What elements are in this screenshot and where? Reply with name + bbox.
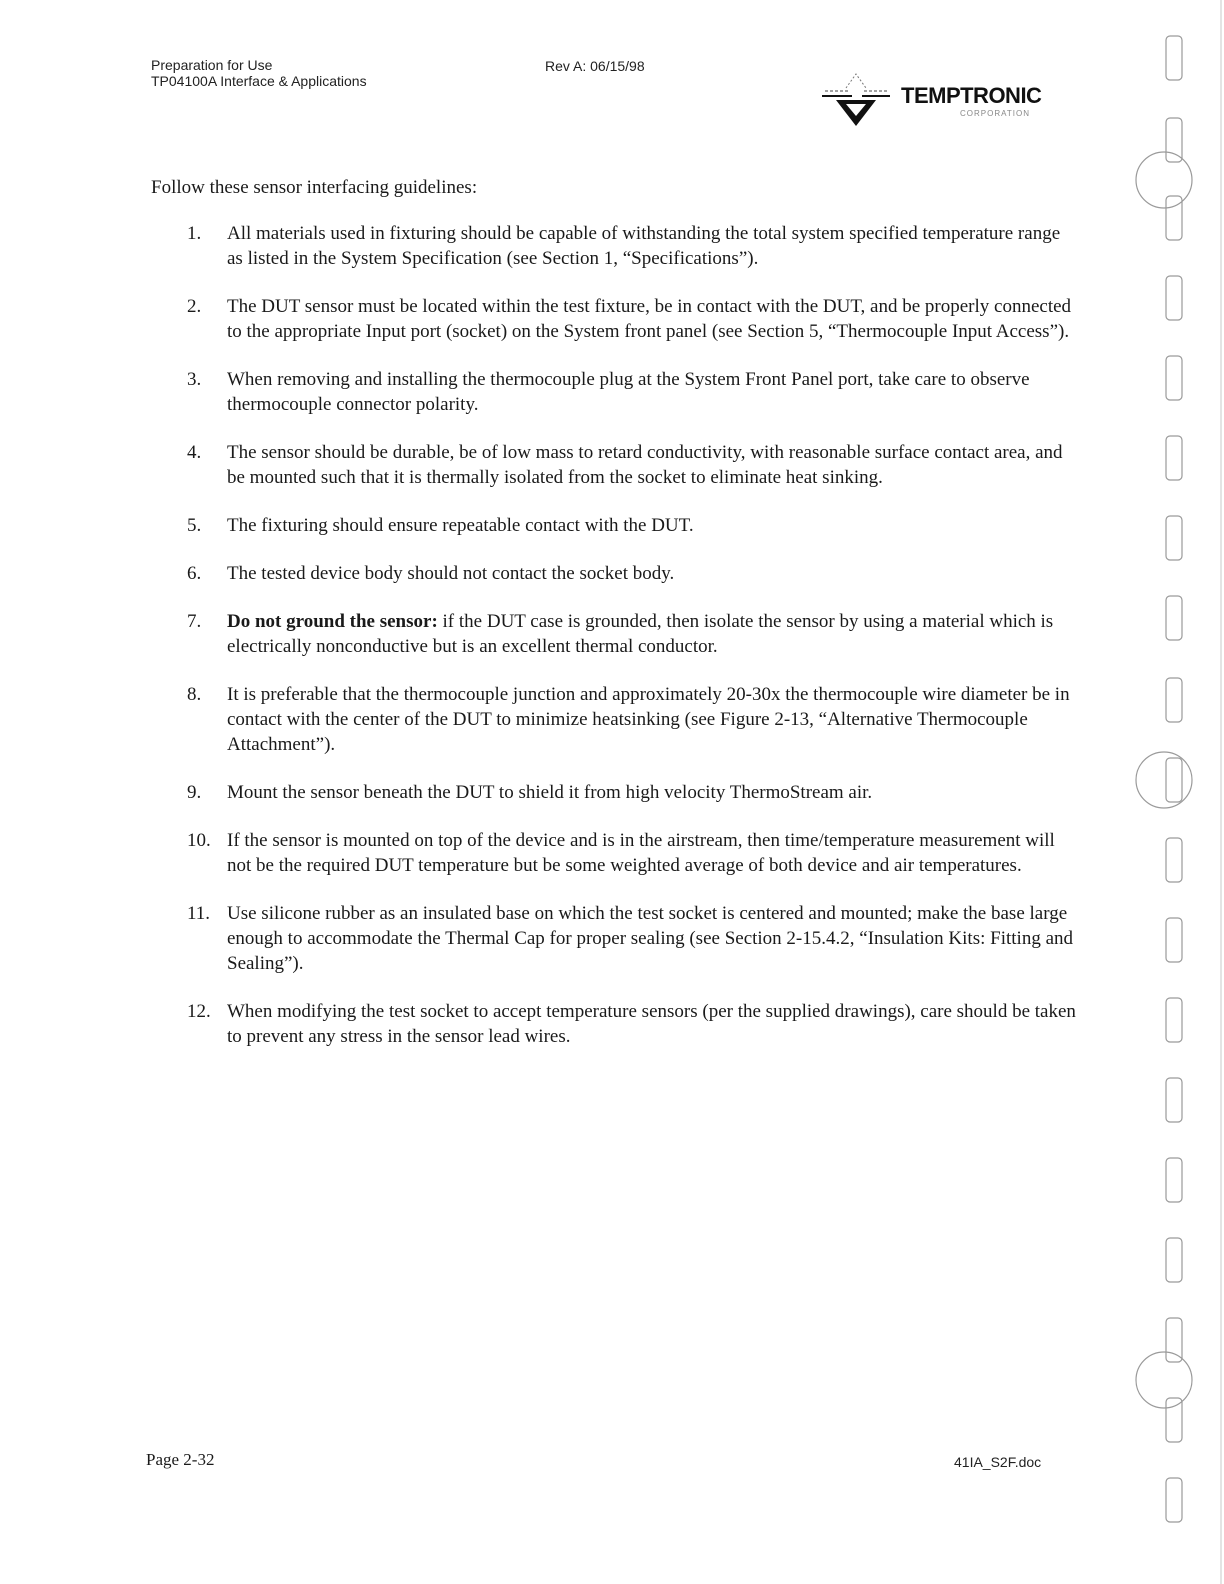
guideline-number: 1.	[187, 223, 202, 244]
guideline-text: Mount the sensor beneath the DUT to shield it from high velocity ThermoStream air.	[227, 782, 873, 803]
running-header	[151, 57, 367, 89]
guideline-text: The sensor should be durable, be of low mass to retard conductivity, with reasonable surface contact area, and be mounted such that it is thermally isolated from the socket to eliminate heat sinking.	[227, 442, 1063, 488]
logo-subtitle: CORPORATION	[960, 109, 1030, 118]
guideline-item	[187, 901, 1077, 976]
guideline-text: When modifying the test socket to accept temperature sensors (per the supplied drawings), care should be taken to prevent any stress in the sensor lead wires.	[227, 1001, 1076, 1047]
guideline-item	[187, 561, 1077, 586]
logo-name: TEMPTRONIC	[901, 83, 1042, 108]
guideline-text: The DUT sensor must be located within the test fixture, be in contact with the DUT, and be properly connected to the appropriate Input port (socket) on the System front panel (see Section 5, “Thermocouple Input Access”).	[227, 296, 1072, 342]
guideline-item	[187, 367, 1077, 417]
guideline-number: 4.	[187, 442, 202, 463]
guideline-number: 12.	[187, 1001, 211, 1022]
guideline-number: 8.	[187, 684, 202, 705]
guideline-emphasis: Do not ground the sensor:	[227, 611, 438, 632]
binder-holes-decoration	[1120, 0, 1224, 1584]
guideline-text: When removing and installing the thermocouple plug at the System Front Panel port, take care to observe thermocouple connector polarity.	[227, 369, 1030, 415]
guideline-item	[187, 780, 1077, 805]
guideline-number: 10.	[187, 830, 211, 851]
guideline-number: 5.	[187, 515, 202, 536]
guideline-text-group	[227, 609, 1077, 659]
guideline-text: The fixturing should ensure repeatable contact with the DUT.	[227, 515, 694, 536]
guideline-text: All materials used in fixturing should be capable of withstanding the total system specified temperature range as listed in the System Specification (see Section 1, “Specifications”).	[227, 223, 1061, 269]
guideline-number: 9.	[187, 782, 202, 803]
guideline-item	[187, 440, 1077, 490]
guideline-number: 7.	[187, 611, 202, 632]
guideline-text: It is preferable that the thermocouple junction and approximately 20-30x the thermocouple wire diameter be in contact with the center of the DUT to minimize heatsinking (see Figure 2-13, “Alternative Thermocouple Attachment”).	[227, 684, 1070, 755]
temptronic-logo-icon	[822, 70, 892, 130]
guideline-item	[187, 828, 1077, 878]
guideline-number: 6.	[187, 563, 202, 584]
file-name: 41IA_S2F.doc	[954, 1454, 1042, 1470]
guideline-item	[187, 294, 1077, 344]
guideline-item	[187, 221, 1077, 271]
section-title: Preparation for Use	[151, 57, 273, 73]
guideline-text: If the sensor is mounted on top of the device and is in the airstream, then time/temperature measurement will not be the required DUT temperature but be some weighted average of both device and air temperatures.	[227, 830, 1055, 876]
guideline-item	[187, 513, 1077, 538]
guideline-item	[187, 682, 1077, 757]
guidelines-list	[187, 221, 1077, 1072]
guideline-number: 2.	[187, 296, 202, 317]
guideline-text: The tested device body should not contact the socket body.	[227, 563, 675, 584]
guideline-item	[187, 999, 1077, 1049]
guideline-number: 11.	[187, 903, 211, 924]
page-number: Page 2-32	[146, 1450, 215, 1469]
company-logo	[822, 70, 1052, 130]
revision-label: Rev A: 06/15/98	[545, 58, 645, 74]
guideline-text: if the DUT case is grounded, then isolate the sensor by using a material which is electrically nonconductive but is an excellent thermal conductor.	[227, 611, 1054, 657]
intro-text: Follow these sensor interfacing guidelines:	[151, 177, 478, 198]
guideline-text: Use silicone rubber as an insulated base on which the test socket is centered and mounted; make the base large enough to accommodate the Thermal Cap for proper sealing (see Section 2-15.4.2, “Insulation Kits: Fitting and Sealing”).	[227, 903, 1074, 974]
guideline-item	[187, 609, 1077, 659]
manual-title: TP04100A Interface & Applications	[151, 73, 367, 89]
guideline-number: 3.	[187, 369, 202, 390]
